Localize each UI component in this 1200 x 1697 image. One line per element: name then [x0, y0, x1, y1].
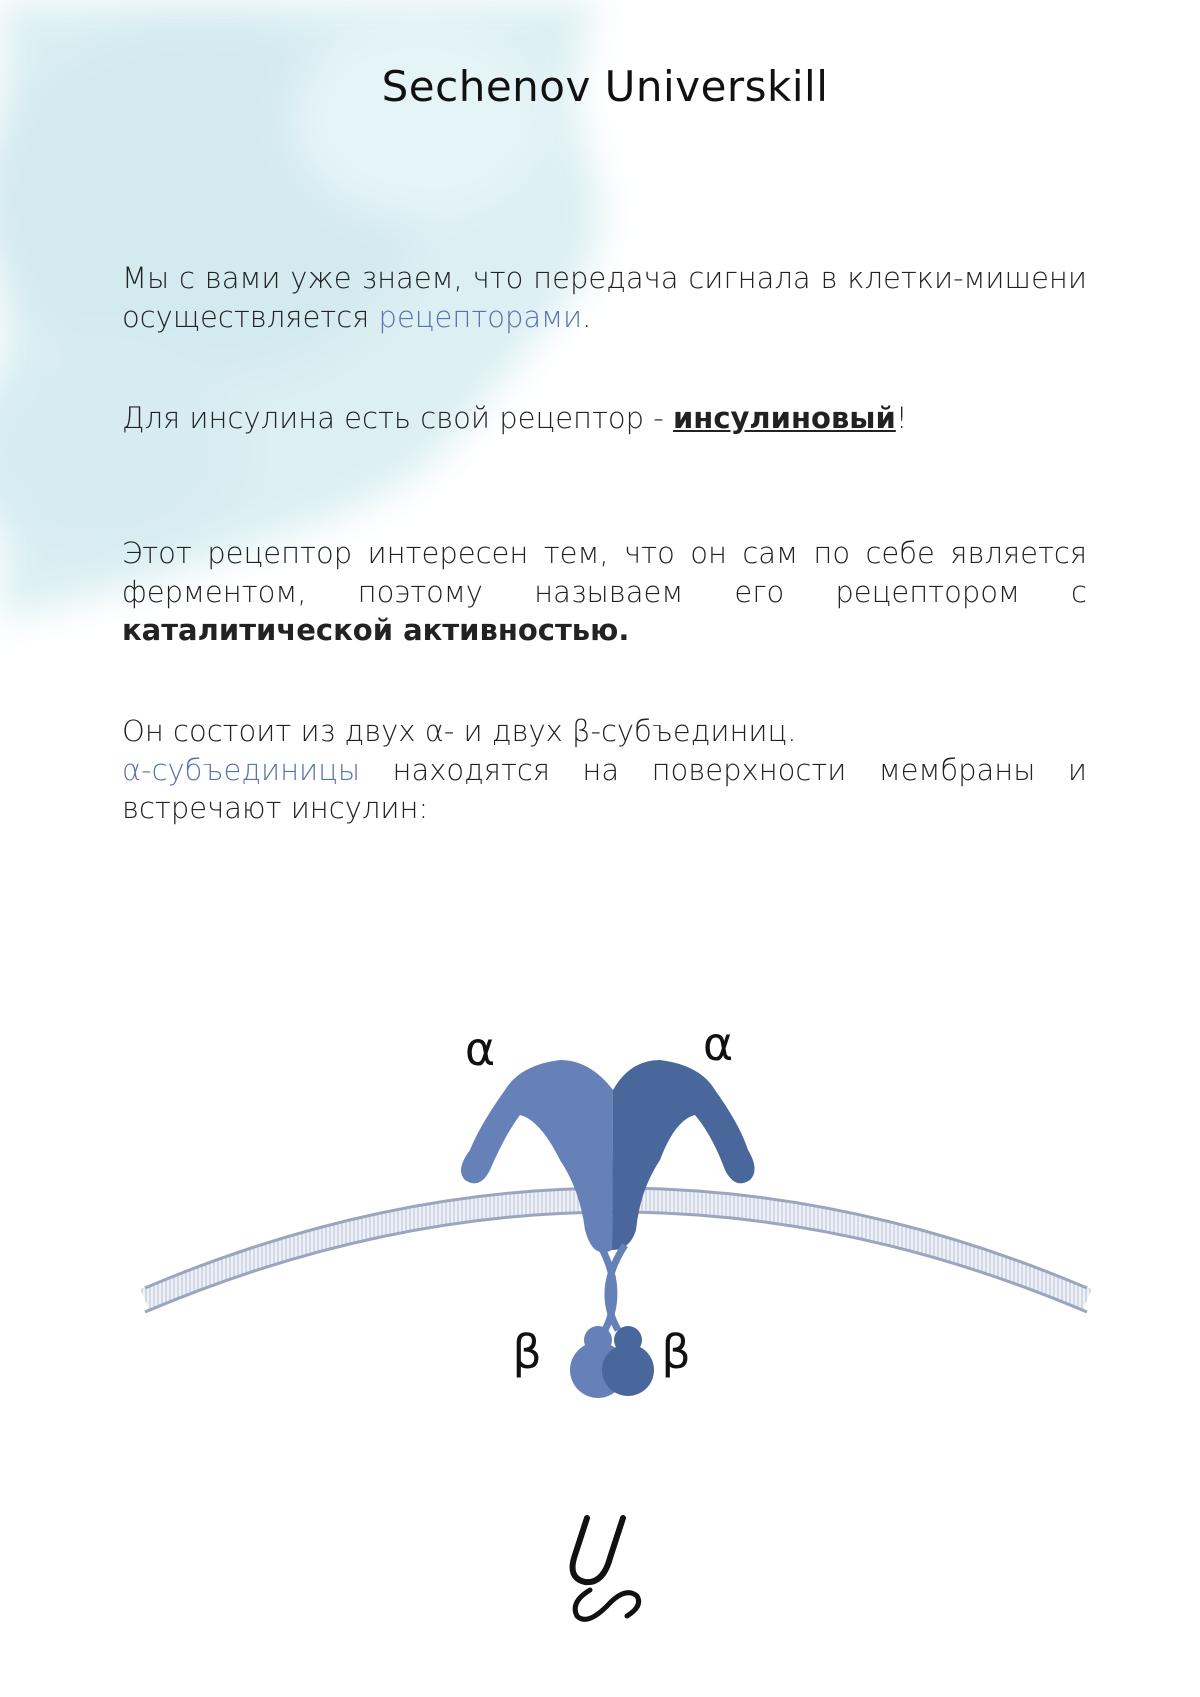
highlight-receptors: рецепторами: [378, 299, 583, 334]
label-alpha-right: α: [702, 1017, 734, 1071]
punctuation: .: [618, 613, 630, 647]
universkill-logo: [555, 1510, 655, 1630]
paragraph-text: Для инсулина есть свой рецептор -: [122, 401, 673, 435]
highlight-alpha-subunits: α-субъединицы: [122, 752, 361, 787]
alpha-subunit-left: [461, 1060, 613, 1253]
transmembrane-chains: [600, 1245, 625, 1330]
paragraph-insulin-receptor: [122, 399, 1087, 438]
punctuation: .: [582, 299, 592, 334]
paragraph-line: Он состоит из двух α- и двух β-субъединиц.: [122, 714, 797, 748]
paragraph-subunits: [122, 712, 1087, 828]
paragraph-catalytic: [122, 534, 1087, 650]
label-alpha-left: α: [464, 1022, 496, 1076]
label-beta-right: β: [661, 1325, 691, 1379]
punctuation: !: [895, 401, 908, 435]
paragraph-text: Этот рецептор интересен тем, что он сам по себе является ферментом, поэтому называем его рецептором с: [122, 536, 1087, 609]
label-beta-left: β: [512, 1325, 542, 1379]
paragraph-text: Мы с вами уже знаем, что передача сигнала в клетки-мишени осуществляется: [122, 261, 1087, 334]
paragraph-receptors: [122, 259, 1087, 336]
paragraph-text: находятся на поверхности мембраны и встречают инсулин:: [122, 752, 1087, 825]
beta-subunits: [570, 1326, 654, 1398]
emphasis-insulin-receptor: инсулиновый: [672, 401, 896, 435]
insulin-receptor-diagram: [0, 1000, 1200, 1430]
page-title: Sechenov Universkill: [381, 62, 829, 111]
alpha-subunit-right: [612, 1060, 755, 1250]
bold-catalytic-activity: каталитической активностью: [122, 613, 619, 647]
